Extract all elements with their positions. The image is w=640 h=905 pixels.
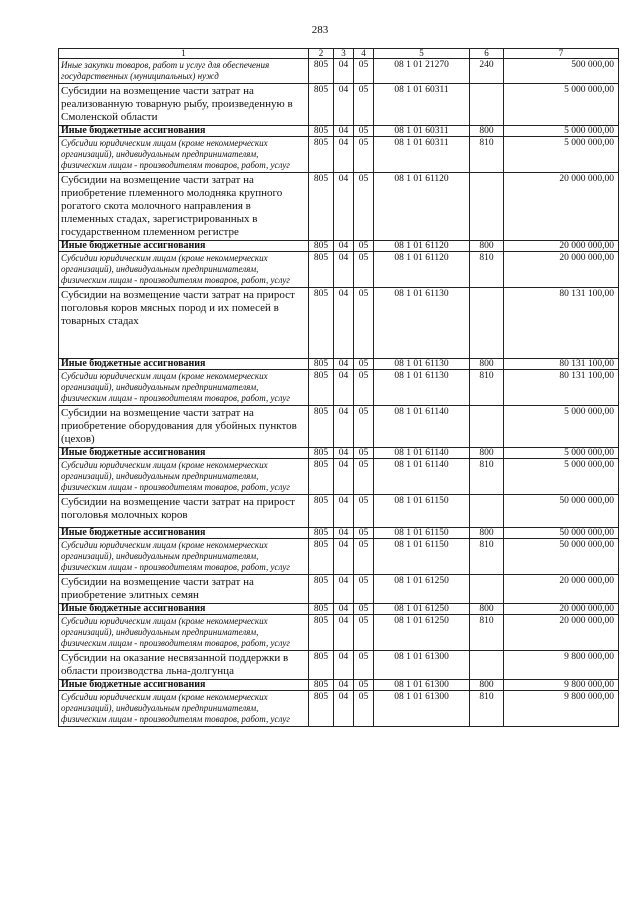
row-name: Иные закупки товаров, работ и услуг для обеспечения государственных (муниципальных) нужд [59,59,309,84]
row-code-section: 04 [334,575,354,604]
row-code-expense-type: 800 [470,241,504,252]
row-amount: 20 000 000,00 [504,252,619,288]
row-code-expense-type: 800 [470,359,504,370]
row-code-expense-type: 810 [470,459,504,495]
row-code-subsection: 05 [354,359,374,370]
row-code-target: 08 1 01 61150 [374,495,470,528]
row-amount: 9 800 000,00 [504,680,619,691]
row-code-subsection: 05 [354,173,374,241]
row-code-expense-type: 240 [470,59,504,84]
row-code-admin: 805 [309,680,334,691]
row-code-target: 08 1 01 61150 [374,528,470,539]
row-code-target: 08 1 01 61120 [374,173,470,241]
row-code-expense-type: 810 [470,615,504,651]
table-row [59,575,619,604]
row-name: Субсидии на оказание несвязанной поддержки в области производства льна-долгунца [59,651,309,680]
row-code-admin: 805 [309,252,334,288]
row-name: Субсидии юридическим лицам (кроме некоммерческих организаций), индивидуальным предпринимателям, физическим лицам - производителям товаров, работ, услуг [59,615,309,651]
row-code-subsection: 05 [354,691,374,727]
row-code-expense-type: 800 [470,126,504,137]
row-name: Субсидии юридическим лицам (кроме некоммерческих организаций), индивидуальным предпринимателям, физическим лицам - производителям товаров, работ, услуг [59,691,309,727]
row-amount: 20 000 000,00 [504,241,619,252]
row-code-expense-type: 800 [470,448,504,459]
header-col-4: 4 [354,49,374,59]
row-code-section: 04 [334,615,354,651]
row-amount: 5 000 000,00 [504,459,619,495]
table-row [59,406,619,448]
row-code-section: 04 [334,288,354,359]
row-code-subsection: 05 [354,528,374,539]
row-code-section: 04 [334,406,354,448]
row-code-section: 04 [334,241,354,252]
table-row [59,252,619,288]
row-name: Иные бюджетные ассигнования [59,528,309,539]
row-code-target: 08 1 01 61300 [374,691,470,727]
table-row [59,137,619,173]
row-code-section: 04 [334,651,354,680]
row-code-admin: 805 [309,359,334,370]
header-col-7: 7 [504,49,619,59]
table-row [59,651,619,680]
row-code-section: 04 [334,370,354,406]
row-code-target: 08 1 01 61130 [374,288,470,359]
row-code-subsection: 05 [354,252,374,288]
row-name: Субсидии юридическим лицам (кроме некоммерческих организаций), индивидуальным предпринимателям, физическим лицам - производителям товаров, работ, услуг [59,459,309,495]
row-code-subsection: 05 [354,680,374,691]
row-code-section: 04 [334,137,354,173]
table-row [59,680,619,691]
budget-table [58,48,619,727]
row-code-target: 08 1 01 61300 [374,680,470,691]
row-amount: 20 000 000,00 [504,575,619,604]
row-code-section: 04 [334,84,354,126]
row-code-expense-type: 800 [470,680,504,691]
row-code-target: 08 1 01 61140 [374,459,470,495]
row-amount: 50 000 000,00 [504,528,619,539]
row-code-target: 08 1 01 61130 [374,370,470,406]
row-name: Иные бюджетные ассигнования [59,359,309,370]
header-row [59,49,619,59]
row-amount: 20 000 000,00 [504,604,619,615]
row-code-target: 08 1 01 60311 [374,137,470,173]
row-code-expense-type: 810 [470,539,504,575]
row-name: Субсидии на возмещение части затрат на прирост поголовья коров мясных пород и их помесей в товарных стадах [59,288,309,359]
row-name: Субсидии юридическим лицам (кроме некоммерческих организаций), индивидуальным предпринимателям, физическим лицам - производителям товаров, работ, услуг [59,370,309,406]
table-row [59,495,619,528]
row-code-subsection: 05 [354,137,374,173]
row-code-expense-type: 810 [470,370,504,406]
table-row [59,359,619,370]
row-amount: 9 800 000,00 [504,651,619,680]
row-code-target: 08 1 01 61250 [374,604,470,615]
row-code-expense-type [470,288,504,359]
row-code-target: 08 1 01 61140 [374,406,470,448]
row-code-section: 04 [334,126,354,137]
row-code-section: 04 [334,691,354,727]
row-code-expense-type: 810 [470,691,504,727]
table-row [59,615,619,651]
row-code-target: 08 1 01 61250 [374,615,470,651]
row-amount: 500 000,00 [504,59,619,84]
row-code-target: 08 1 01 21270 [374,59,470,84]
row-code-expense-type: 810 [470,137,504,173]
row-code-subsection: 05 [354,59,374,84]
row-code-subsection: 05 [354,459,374,495]
table-body [59,59,619,727]
table-row [59,370,619,406]
row-code-subsection: 05 [354,126,374,137]
row-amount: 20 000 000,00 [504,615,619,651]
row-name: Иные бюджетные ассигнования [59,604,309,615]
header-col-2: 2 [309,49,334,59]
row-code-expense-type [470,173,504,241]
row-amount: 9 800 000,00 [504,691,619,727]
table-row [59,604,619,615]
row-code-admin: 805 [309,448,334,459]
row-code-admin: 805 [309,615,334,651]
row-code-expense-type [470,575,504,604]
row-amount: 5 000 000,00 [504,137,619,173]
table-row [59,241,619,252]
row-code-subsection: 05 [354,288,374,359]
table-row [59,59,619,84]
row-code-expense-type: 800 [470,528,504,539]
row-name: Субсидии на возмещение части затрат на приобретение племенного молодняка крупного рогатого скота молочного направления в племенных стадах, зарегистрированных в государственном племенном регистре [59,173,309,241]
table-row [59,528,619,539]
row-code-section: 04 [334,252,354,288]
table-row [59,539,619,575]
row-code-section: 04 [334,59,354,84]
table-row [59,288,619,359]
row-code-admin: 805 [309,84,334,126]
table-header [59,49,619,59]
row-code-expense-type [470,651,504,680]
row-code-subsection: 05 [354,370,374,406]
row-name: Субсидии на возмещение части затрат на приобретение элитных семян [59,575,309,604]
row-code-admin: 805 [309,126,334,137]
table-row [59,126,619,137]
row-amount: 80 131 100,00 [504,370,619,406]
row-name: Субсидии юридическим лицам (кроме некоммерческих организаций), индивидуальным предпринимателям, физическим лицам - производителям товаров, работ, услуг [59,539,309,575]
row-name: Субсидии на возмещение части затрат на прирост поголовья молочных коров [59,495,309,528]
row-code-subsection: 05 [354,615,374,651]
row-code-section: 04 [334,680,354,691]
header-col-3: 3 [334,49,354,59]
row-code-target: 08 1 01 61150 [374,539,470,575]
row-code-target: 08 1 01 61300 [374,651,470,680]
row-name: Субсидии юридическим лицам (кроме некоммерческих организаций), индивидуальным предпринимателям, физическим лицам - производителям товаров, работ, услуг [59,137,309,173]
row-amount: 5 000 000,00 [504,126,619,137]
row-code-admin: 805 [309,651,334,680]
row-code-section: 04 [334,173,354,241]
row-name: Субсидии на возмещение части затрат на реализованную товарную рыбу, произведенную в Смоленской области [59,84,309,126]
header-col-1: 1 [59,49,309,59]
table-row [59,691,619,727]
row-code-target: 08 1 01 61120 [374,252,470,288]
page-number: 283 [311,24,329,36]
row-code-admin: 805 [309,288,334,359]
row-amount: 5 000 000,00 [504,406,619,448]
row-code-section: 04 [334,528,354,539]
table-row [59,84,619,126]
row-code-admin: 805 [309,575,334,604]
row-code-admin: 805 [309,173,334,241]
row-code-target: 08 1 01 61130 [374,359,470,370]
row-name: Иные бюджетные ассигнования [59,241,309,252]
row-name: Иные бюджетные ассигнования [59,680,309,691]
header-col-6: 6 [470,49,504,59]
row-code-admin: 805 [309,604,334,615]
row-code-admin: 805 [309,495,334,528]
row-code-admin: 805 [309,691,334,727]
row-code-subsection: 05 [354,604,374,615]
row-code-subsection: 05 [354,495,374,528]
row-amount: 50 000 000,00 [504,495,619,528]
row-code-subsection: 05 [354,448,374,459]
row-code-subsection: 05 [354,651,374,680]
row-code-expense-type [470,495,504,528]
table-row [59,173,619,241]
table-row [59,459,619,495]
table-row [59,448,619,459]
row-name: Иные бюджетные ассигнования [59,126,309,137]
row-code-admin: 805 [309,528,334,539]
row-amount: 5 000 000,00 [504,84,619,126]
row-code-section: 04 [334,459,354,495]
row-code-admin: 805 [309,137,334,173]
row-name: Субсидии на возмещение части затрат на приобретение оборудования для убойных пунктов (цехов) [59,406,309,448]
row-code-target: 08 1 01 61250 [374,575,470,604]
row-name: Субсидии юридическим лицам (кроме некоммерческих организаций), индивидуальным предпринимателям, физическим лицам - производителям товаров, работ, услуг [59,252,309,288]
row-code-subsection: 05 [354,575,374,604]
header-col-5: 5 [374,49,470,59]
row-code-expense-type [470,84,504,126]
row-amount: 20 000 000,00 [504,173,619,241]
row-code-subsection: 05 [354,241,374,252]
row-code-section: 04 [334,495,354,528]
row-code-section: 04 [334,604,354,615]
row-code-admin: 805 [309,241,334,252]
row-code-target: 08 1 01 61120 [374,241,470,252]
row-amount: 80 131 100,00 [504,288,619,359]
row-code-admin: 805 [309,370,334,406]
row-code-subsection: 05 [354,406,374,448]
row-code-admin: 805 [309,539,334,575]
row-code-expense-type [470,406,504,448]
row-code-section: 04 [334,539,354,575]
row-amount: 50 000 000,00 [504,539,619,575]
row-amount: 80 131 100,00 [504,359,619,370]
row-code-expense-type: 800 [470,604,504,615]
row-name: Иные бюджетные ассигнования [59,448,309,459]
row-code-admin: 805 [309,459,334,495]
row-code-target: 08 1 01 60311 [374,84,470,126]
row-code-section: 04 [334,448,354,459]
row-code-expense-type: 810 [470,252,504,288]
row-code-section: 04 [334,359,354,370]
row-code-subsection: 05 [354,539,374,575]
row-code-target: 08 1 01 61140 [374,448,470,459]
row-code-subsection: 05 [354,84,374,126]
row-code-admin: 805 [309,59,334,84]
row-code-admin: 805 [309,406,334,448]
row-code-target: 08 1 01 60311 [374,126,470,137]
row-amount: 5 000 000,00 [504,448,619,459]
